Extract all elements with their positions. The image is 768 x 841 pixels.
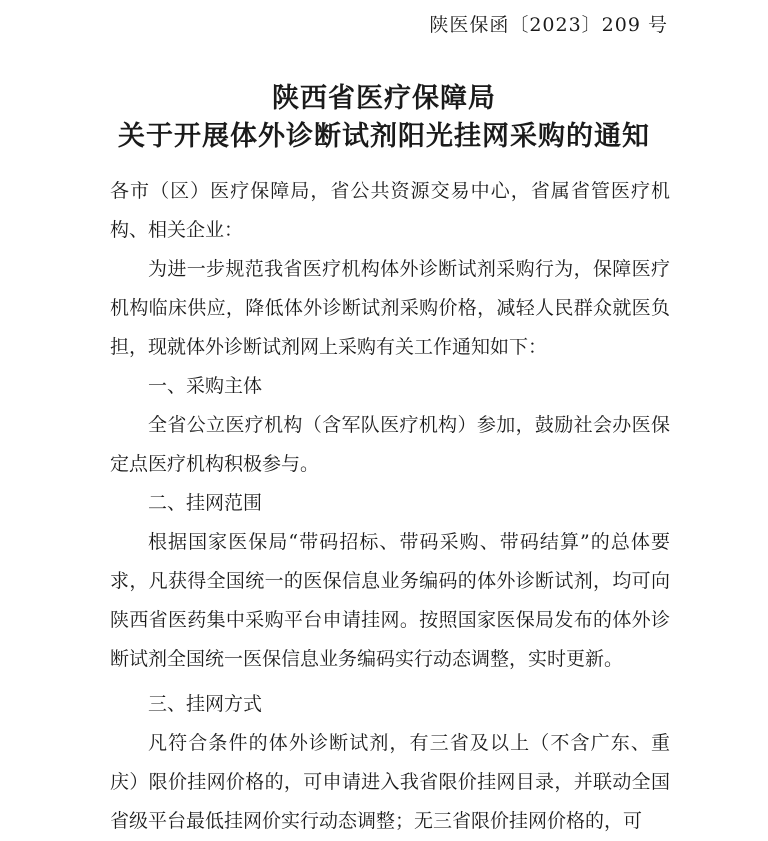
document-body	[110, 172, 670, 841]
section3-paragraph: 凡符合条件的体外诊断试剂，有三省及以上（不含广东、重庆）限价挂网价格的，可申请进入我省限价挂网目录，并联动全国省级平台最低挂网价实行动态调整；无三省限价挂网价格的，可	[110, 732, 670, 832]
document-number: 陕医保函〔2023〕209 号	[429, 14, 668, 36]
document-title-line1: 陕西省医疗保障局	[272, 83, 496, 114]
section2-heading: 二、挂网范围	[148, 492, 263, 514]
section2-paragraph: 根据国家医保局“带码招标、带码采购、带码结算”的总体要求，凡获得全国统一的医保信息业务编码的体外诊断试剂，均可向陕西省医药集中采购平台申请挂网。按照国家医保局发布的体外诊断试剂全国统一医保信息业务编码实行动态调整，实时更新。	[110, 531, 670, 670]
section1-paragraph: 全省公立医疗机构（含军队医疗机构）参加，鼓励社会办医保定点医疗机构积极参与。	[110, 414, 670, 475]
salutation: 各市（区）医疗保障局，省公共资源交易中心，省属省管医疗机构、相关企业：	[110, 180, 670, 241]
document-title-line2: 关于开展体外诊断试剂阳光挂网采购的通知	[118, 121, 650, 152]
section3-heading: 三、挂网方式	[148, 693, 263, 715]
section1-heading: 一、采购主体	[148, 375, 263, 397]
intro-paragraph: 为进一步规范我省医疗机构体外诊断试剂采购行为，保障医疗机构临床供应，降低体外诊断试剂采购价格，减轻人民群众就医负担，现就体外诊断试剂网上采购有关工作通知如下：	[110, 258, 670, 358]
